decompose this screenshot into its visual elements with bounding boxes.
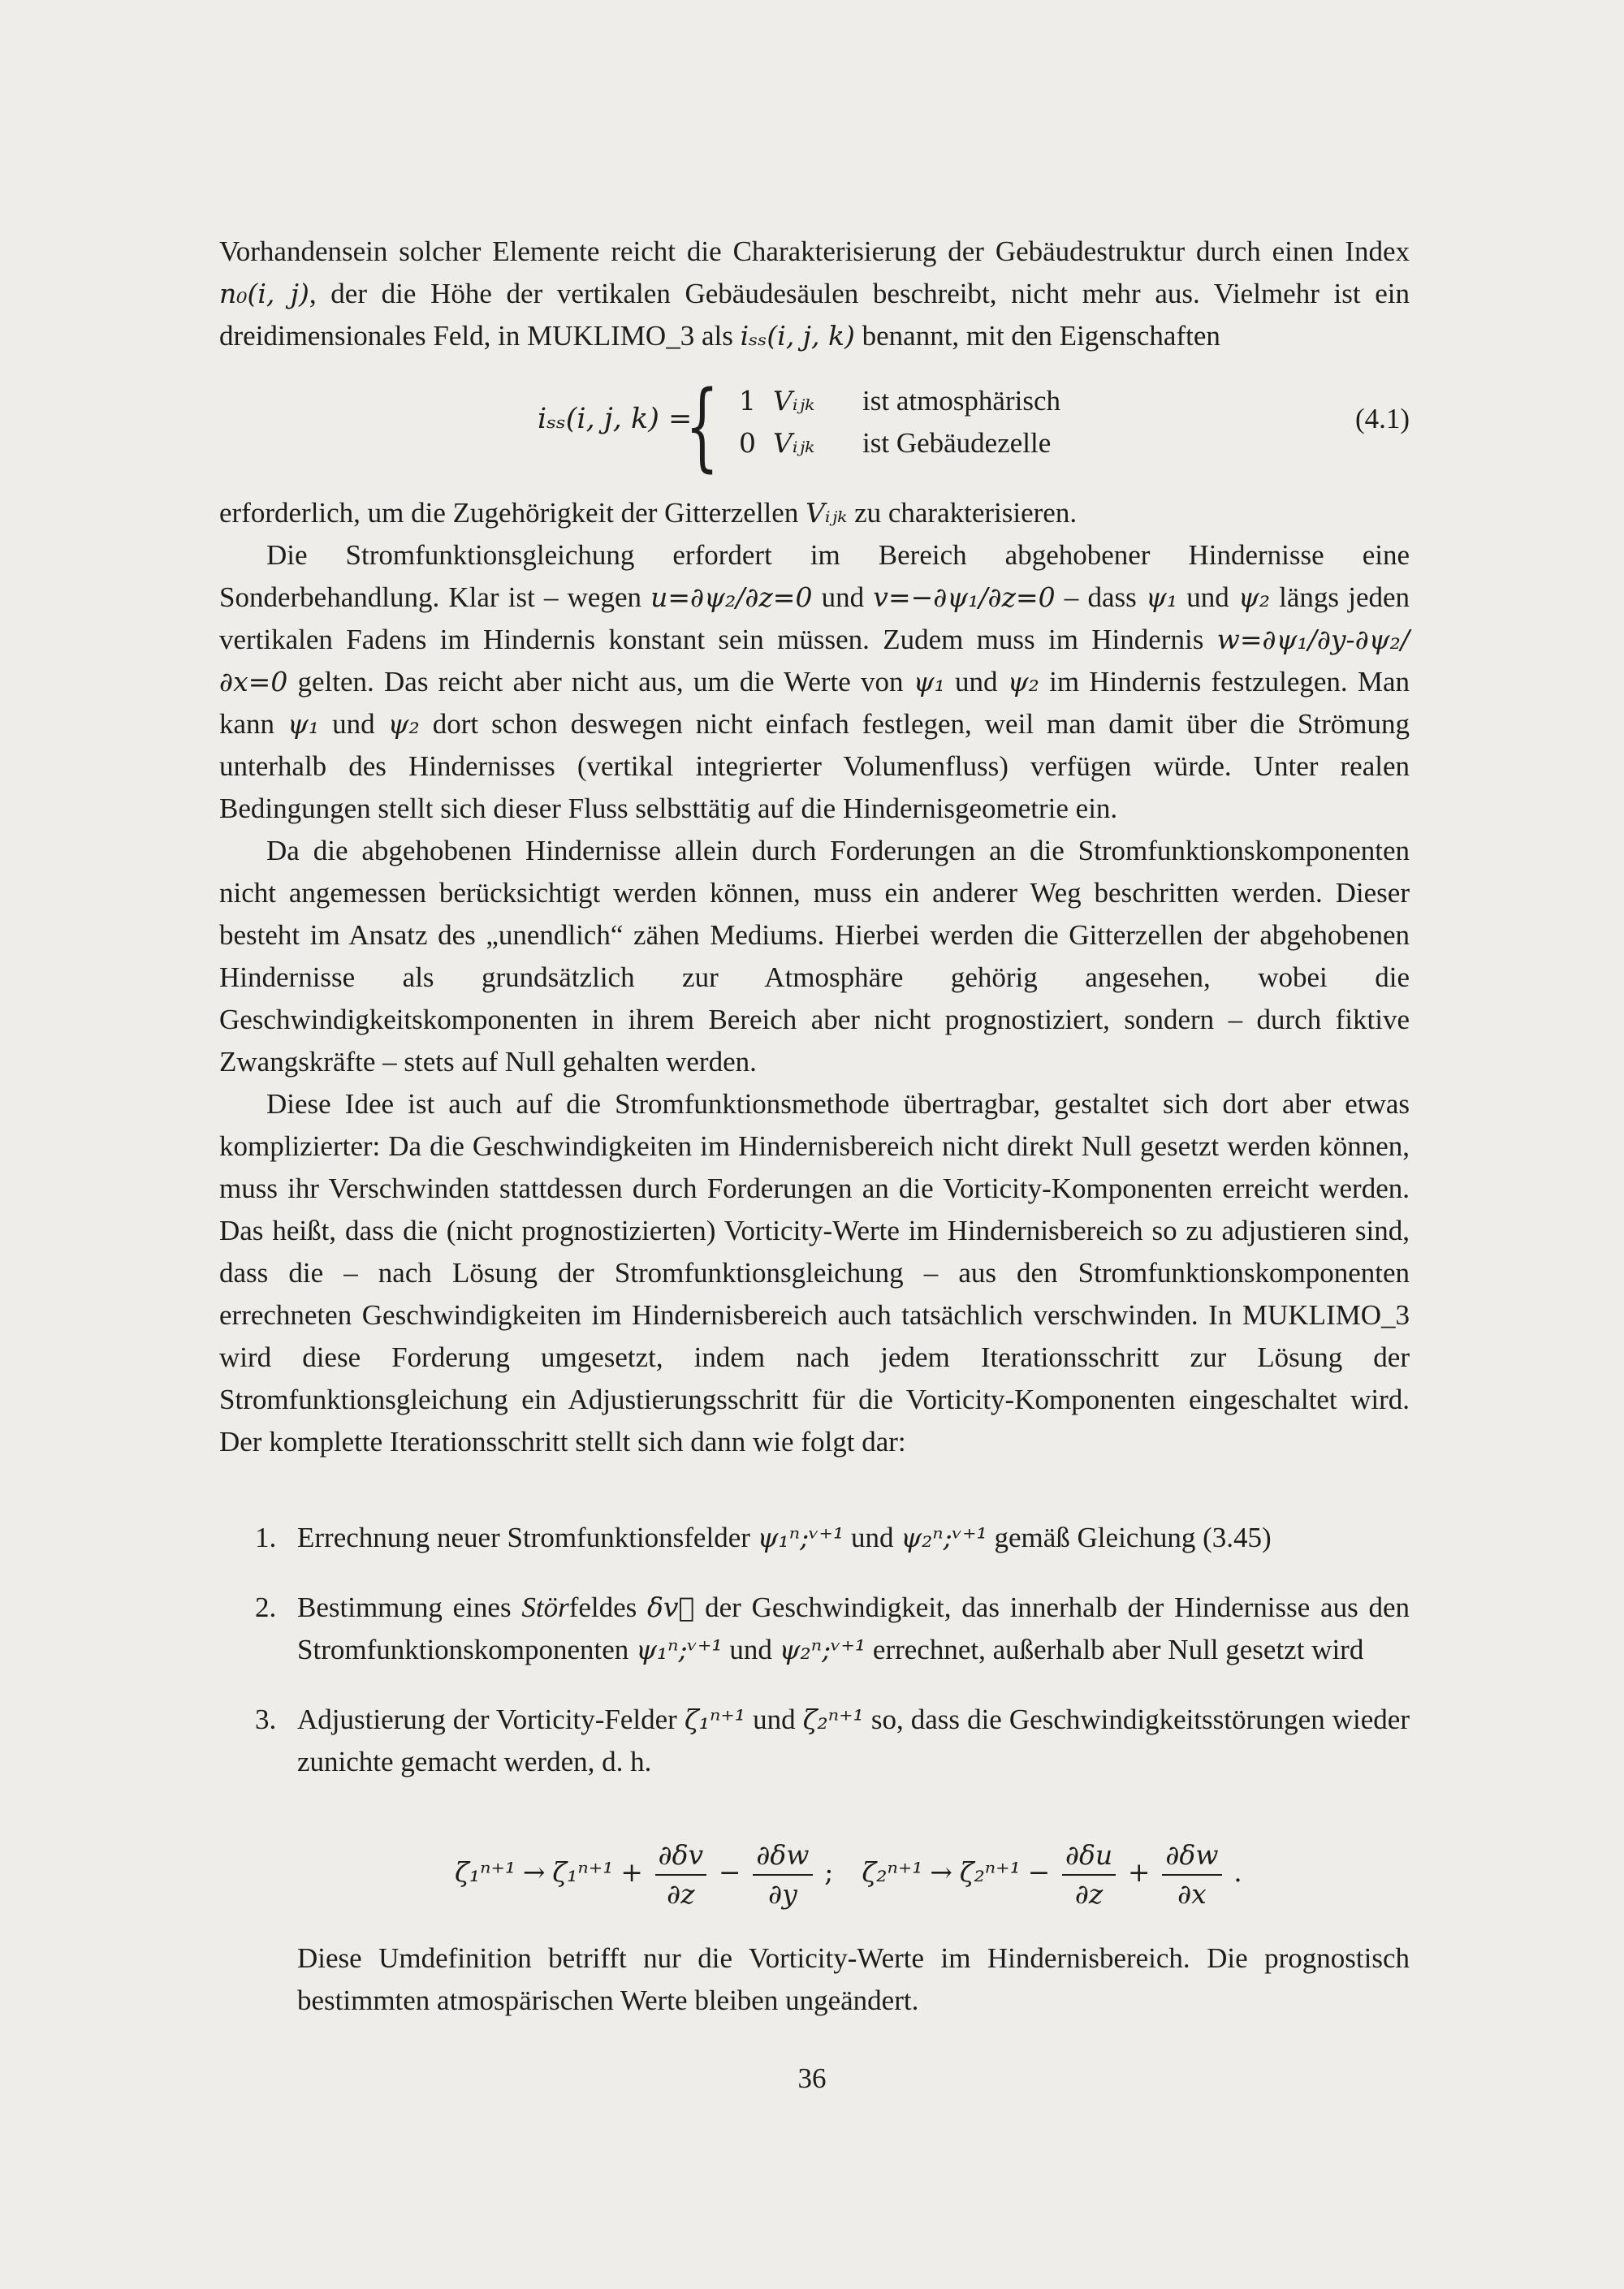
math-n0: n₀(i, j) bbox=[219, 278, 309, 309]
body-text-top bbox=[219, 231, 1410, 357]
math-iss: iₛₛ(i, j, k) bbox=[740, 320, 855, 352]
equation-lhs: iₛₛ(i, j, k) = bbox=[538, 403, 693, 435]
vorticity-adjustment-equation: ζ₁ⁿ⁺¹ → ζ₁ⁿ⁺¹ + $\frac{\partial\delta v}{\partial z}$ − $\frac{\partial\delta w}{\partial y}$ ; ζ₂ⁿ⁺¹ → ζ₂ⁿ⁺¹ − $\frac{\partial\delta u}{\partial z}$ + $\frac{\partial\delta w}{\partial x}$ . bbox=[455, 1837, 1307, 1926]
fraction: $\frac{\partial\delta u}{\partial z}$ bbox=[1062, 1837, 1116, 1913]
fraction: $\frac{\partial\delta w}{\partial x}$ bbox=[1162, 1837, 1221, 1913]
equation-case-2: 0 Vᵢⱼₖ ist Gebäudezelle bbox=[739, 427, 1052, 459]
closing-text bbox=[219, 1937, 1410, 2022]
equation-number: (4.1) bbox=[1354, 403, 1410, 434]
list-item: 3. Adjustierung der Vorticity-Felder ζ₁ⁿ⁺¹ und ζ₂ⁿ⁺¹ so, dass die Geschwindigkeitsstörungen wieder zunichte gemacht werden, d. h. bbox=[255, 1704, 1410, 1777]
list-item: 1. Errechnung neuer Stromfunktionsfelder ψ₁ⁿ;ᵛ⁺¹ und ψ₂ⁿ;ᵛ⁺¹ gemäß Gleichung (3.45) bbox=[255, 1522, 1272, 1553]
left-brace: { bbox=[685, 369, 719, 482]
body-text-main bbox=[219, 492, 1410, 1463]
fraction: $\frac{\partial\delta w}{\partial y}$ bbox=[753, 1837, 812, 1913]
paragraph-5: Diese Idee ist auch auf die Stromfunktionsmethode übertragbar, gestaltet sich dort aber etwas komplizierter: Da die Geschwindigkeiten im Hindernisbereich nicht direkt Null gesetzt werden können, muss ihr Verschwinden stattdessen durch Forderungen an die Vorticity-Komponenten erreicht werden. Das heißt, dass die (nicht prognostizierten) Vorticity-Werte im Hindernisbereich so zu adjustieren sind, dass die – nach Lösung der Stromfunktionsgleichung – aus den Stromfunktionskomponenten errechneten Geschwindigkeiten im Hindernisbereich auch tatsächlich verschwinden. In MUKLIMO_3 wird diese Forderung umgesetzt, indem nach jedem Iterationsschritt zur Lösung der Stromfunktionsgleichung ein Adjustierungsschritt für die Vorticity-Komponenten eingeschaltet wird. Der komplette Iterationsschritt stellt sich dann wie folgt dar: bbox=[219, 1088, 1410, 1458]
equation-case-1: 1 Vᵢⱼₖ ist atmosphärisch bbox=[739, 385, 1060, 417]
paragraph-3: Die Stromfunktionsgleichung erfordert im Bereich abgehobener Hindernisse eine Sonderbehandlung. Klar ist – wegen u=∂ψ₂/∂z=0 und v=−∂ψ₁/∂z=0 – dass ψ₁ und ψ₂ längs jeden vertikalen Fadens im Hindernis konstant sein müssen. Zudem muss im Hindernis w=∂ψ₁/∂y-∂ψ₂/∂x=0 gelten. Das reicht aber nicht aus, um die Werte von ψ₁ und ψ₂ im Hindernis festzulegen. Man kann ψ₁ und ψ₂ dort schon deswegen nicht einfach festlegen, weil man damit über die Strömung unterhalb des Hindernisses (vertikal integrierter Volumenfluss) verfügen würde. Unter realen Bedingungen stellt sich dieser Fluss selbsttätig auf die Hindernisgeometrie ein. bbox=[219, 539, 1410, 824]
paragraph-4: Da die abgehobenen Hindernisse allein durch Forderungen an die Stromfunktionskomponenten nicht angemessen berücksichtigt werden können, muss ein anderer Weg beschritten werden. Dieser besteht im Ansatz des „unendlich“ zähen Mediums. Hierbei werden die Gitterzellen der abgehobenen Hindernisse als grundsätzlich zur Atmosphäre gehörig angesehen, wobei die Geschwindigkeitskomponenten in ihrem Bereich aber nicht prognostiziert, sondern – durch fiktive Zwangskräfte – stets auf Null gehalten werden. bbox=[219, 835, 1410, 1078]
page-number: 36 bbox=[797, 2062, 827, 2094]
paragraph-1: Vorhandensein solcher Elemente reicht die Charakterisierung der Gebäudestruktur durch einen Index n₀(i, j), der die Höhe der vertikalen Gebäudesäulen beschreibt, nicht mehr aus. Vielmehr ist ein dreidimensionales Feld, in MUKLIMO_3 als iₛₛ(i, j, k) benannt, mit den Eigenschaften bbox=[219, 235, 1410, 352]
iteration-steps-list bbox=[219, 1517, 1410, 1811]
fraction: $\frac{\partial\delta v}{\partial z}$ bbox=[655, 1837, 707, 1913]
paragraph-2: erforderlich, um die Zugehörigkeit der Gitterzellen Vᵢⱼₖ zu charakterisieren. bbox=[219, 497, 1078, 529]
paragraph-6: Diese Umdefinition betrifft nur die Vorticity-Werte im Hindernisbereich. Die prognostisch bestimmten atmospärischen Werte bleiben ungeändert. bbox=[297, 1942, 1410, 2016]
list-item: 2. Bestimmung eines Störfeldes δv⃗ der Geschwindigkeit, das innerhalb der Hindernisse aus den Stromfunktionskomponenten ψ₁ⁿ;ᵛ⁺¹ und ψ₂ⁿ;ᵛ⁺¹ errechnet, außerhalb aber Null gesetzt wird bbox=[255, 1592, 1410, 1665]
equation-4-1 bbox=[219, 369, 1410, 482]
